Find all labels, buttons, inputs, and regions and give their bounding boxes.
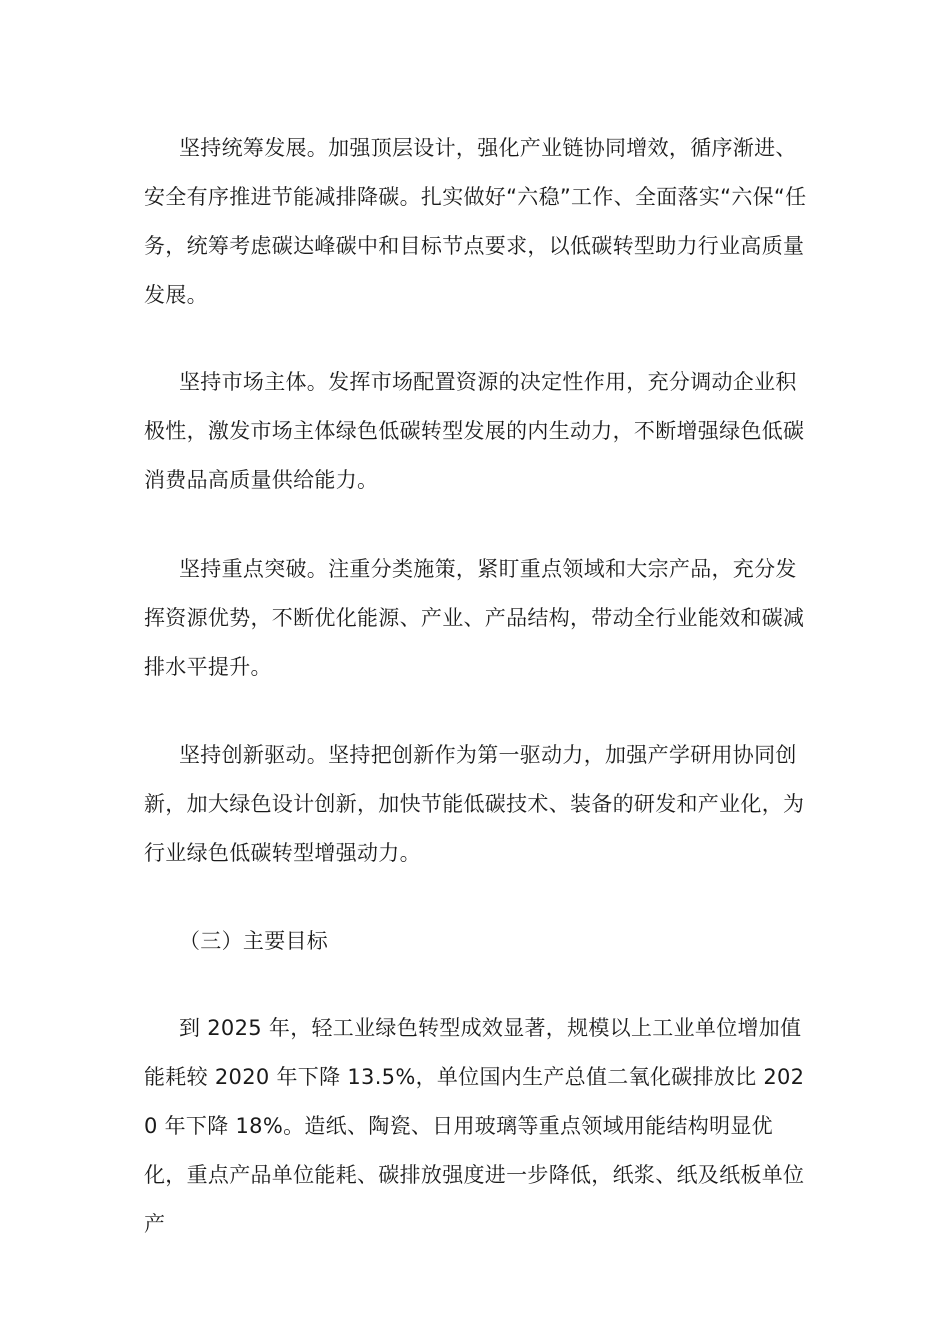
paragraph-key-breakthroughs: 坚持重点突破。注重分类施策，紧盯重点领域和大宗产品，充分发挥资源优势，不断优化能源、产业、产品结构，带动全行业能效和碳减排水平提升。 [144, 557, 805, 679]
paragraph-main-targets: 到 2025 年，轻工业绿色转型成效显著，规模以上工业单位增加值能耗较 2020 年下降 13.5%，单位国内生产总值二氧化碳排放比 2020 年下降 18%。造纸、陶瓷、日用玻璃等重点领域用能结构明显优化，重点产品单位能耗、碳排放强度进一步降低，纸浆、纸及纸板单位产 [144, 1016, 805, 1236]
section-heading: （三）主要目标 [179, 929, 329, 953]
paragraph-innovation-driven: 坚持创新驱动。坚持把创新作为第一驱动力，加强产学研用协同创新，加大绿色设计创新，加快节能低碳技术、装备的研发和产业化，为行业绿色低碳转型增强动力。 [144, 743, 805, 865]
paragraph-coordinated-development: 坚持统筹发展。加强顶层设计，强化产业链协同增效，循序渐进、安全有序推进节能减排降碳。扎实做好“六稳”工作、全面落实“六保“任务，统筹考虑碳达峰碳中和目标节点要求，以低碳转型助力行业高质量发展。 [144, 136, 807, 307]
paragraph-market-entity: 坚持市场主体。发挥市场配置资源的决定性作用，充分调动企业积极性，激发市场主体绿色低碳转型发展的内生动力，不断增强绿色低碳消费品高质量供给能力。 [144, 370, 805, 492]
